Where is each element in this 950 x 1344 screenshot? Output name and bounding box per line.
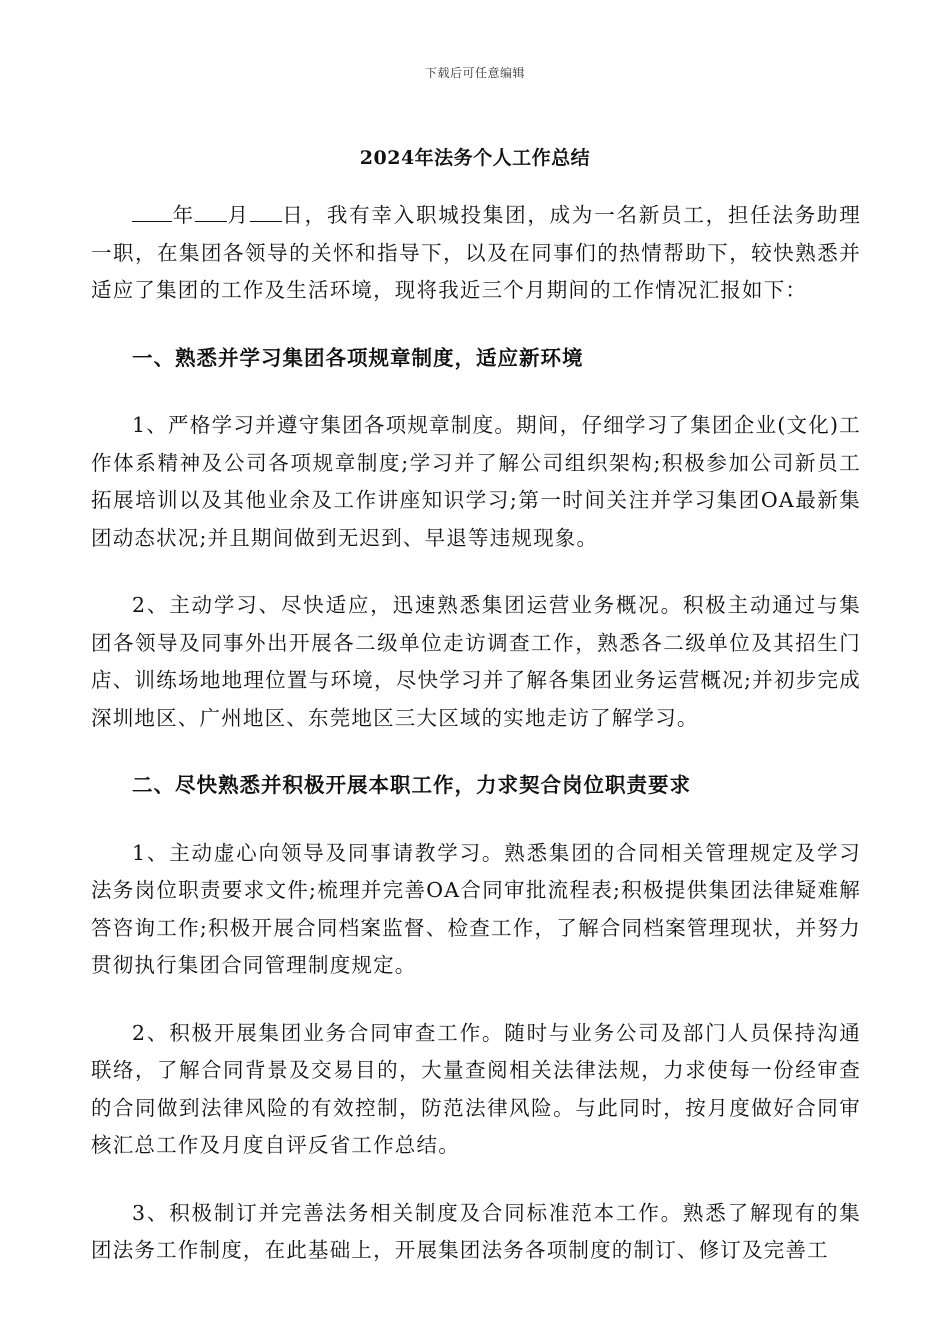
intro-paragraph (91, 197, 861, 310)
section-1-paragraph-2: 2、主动学习、尽快适应，迅速熟悉集团运营业务概况。积极主动通过与集团各领导及同事外出开展各二级单位走访调查工作，熟悉各二级单位及其招生门店、训练场地地理位置与环境，尽快学习并了解各集团业务运营概况;并初步完成深圳地区、广州地区、东莞地区三大区域的实地走访了解学习。 (91, 593, 861, 730)
section-heading-1: 一、熟悉并学习集团各项规章制度，适应新环境 (132, 345, 584, 370)
word-year: 年 (172, 203, 195, 227)
document-title: 2024年法务个人工作总结 (359, 147, 591, 169)
date-blank-day (250, 199, 282, 222)
date-blank-month (195, 199, 227, 222)
section-2-paragraph-2: 2、积极开展集团业务合同审查工作。随时与业务公司及部门人员保持沟通联络，了解合同背景及交易目的，大量查阅相关法律法规，力求使每一份经审查的合同做到法律风险的有效控制，防范法律风险。与此同时，按月度做好合同审核汇总工作及月度自评反省工作总结。 (91, 1020, 861, 1157)
document-body (91, 197, 861, 1300)
section-1-paragraph-1: 1、严格学习并遵守集团各项规章制度。期间，仔细学习了集团企业(文化)工作体系精神及公司各项规章制度;学习并了解公司组织架构;积极参加公司新员工拓展培训以及其他业余及工作讲座知识学习;第一时间关注并学习集团OA最新集团动态状况;并且期间做到无迟到、早退等违规现象。 (91, 413, 861, 550)
page-header-note: 下载后可任意编辑 (424, 66, 525, 80)
date-blank-year (132, 199, 172, 222)
section-2-paragraph-3: 3、积极制订并完善法务相关制度及合同标准范本工作。熟悉了解现有的集团法务工作制度，在此基础上，开展集团法务各项制度的制订、修订及完善工 (91, 1200, 861, 1262)
word-month: 月 (226, 203, 250, 227)
section-2-paragraph-1: 1、主动虚心向领导及同事请教学习。熟悉集团的合同相关管理规定及学习法务岗位职责要求文件;梳理并完善OA合同审批流程表;积极提供集团法律疑难解答咨询工作;积极开展合同档案监督、检查工作，了解合同档案管理现状，并努力贯彻执行集团合同管理制度规定。 (91, 840, 861, 977)
section-heading-2: 二、尽快熟悉并积极开展本职工作，力求契合岗位职责要求 (132, 773, 691, 797)
intro-text: 日，我有幸入职城投集团，成为一名新员工，担任法务助理一职，在集团各领导的关怀和指导下，以及在同事们的热情帮助下，较快熟悉并适应了集团的工作及生活环境，现将我近三个月期间的工作情况汇报如下： (91, 203, 861, 302)
